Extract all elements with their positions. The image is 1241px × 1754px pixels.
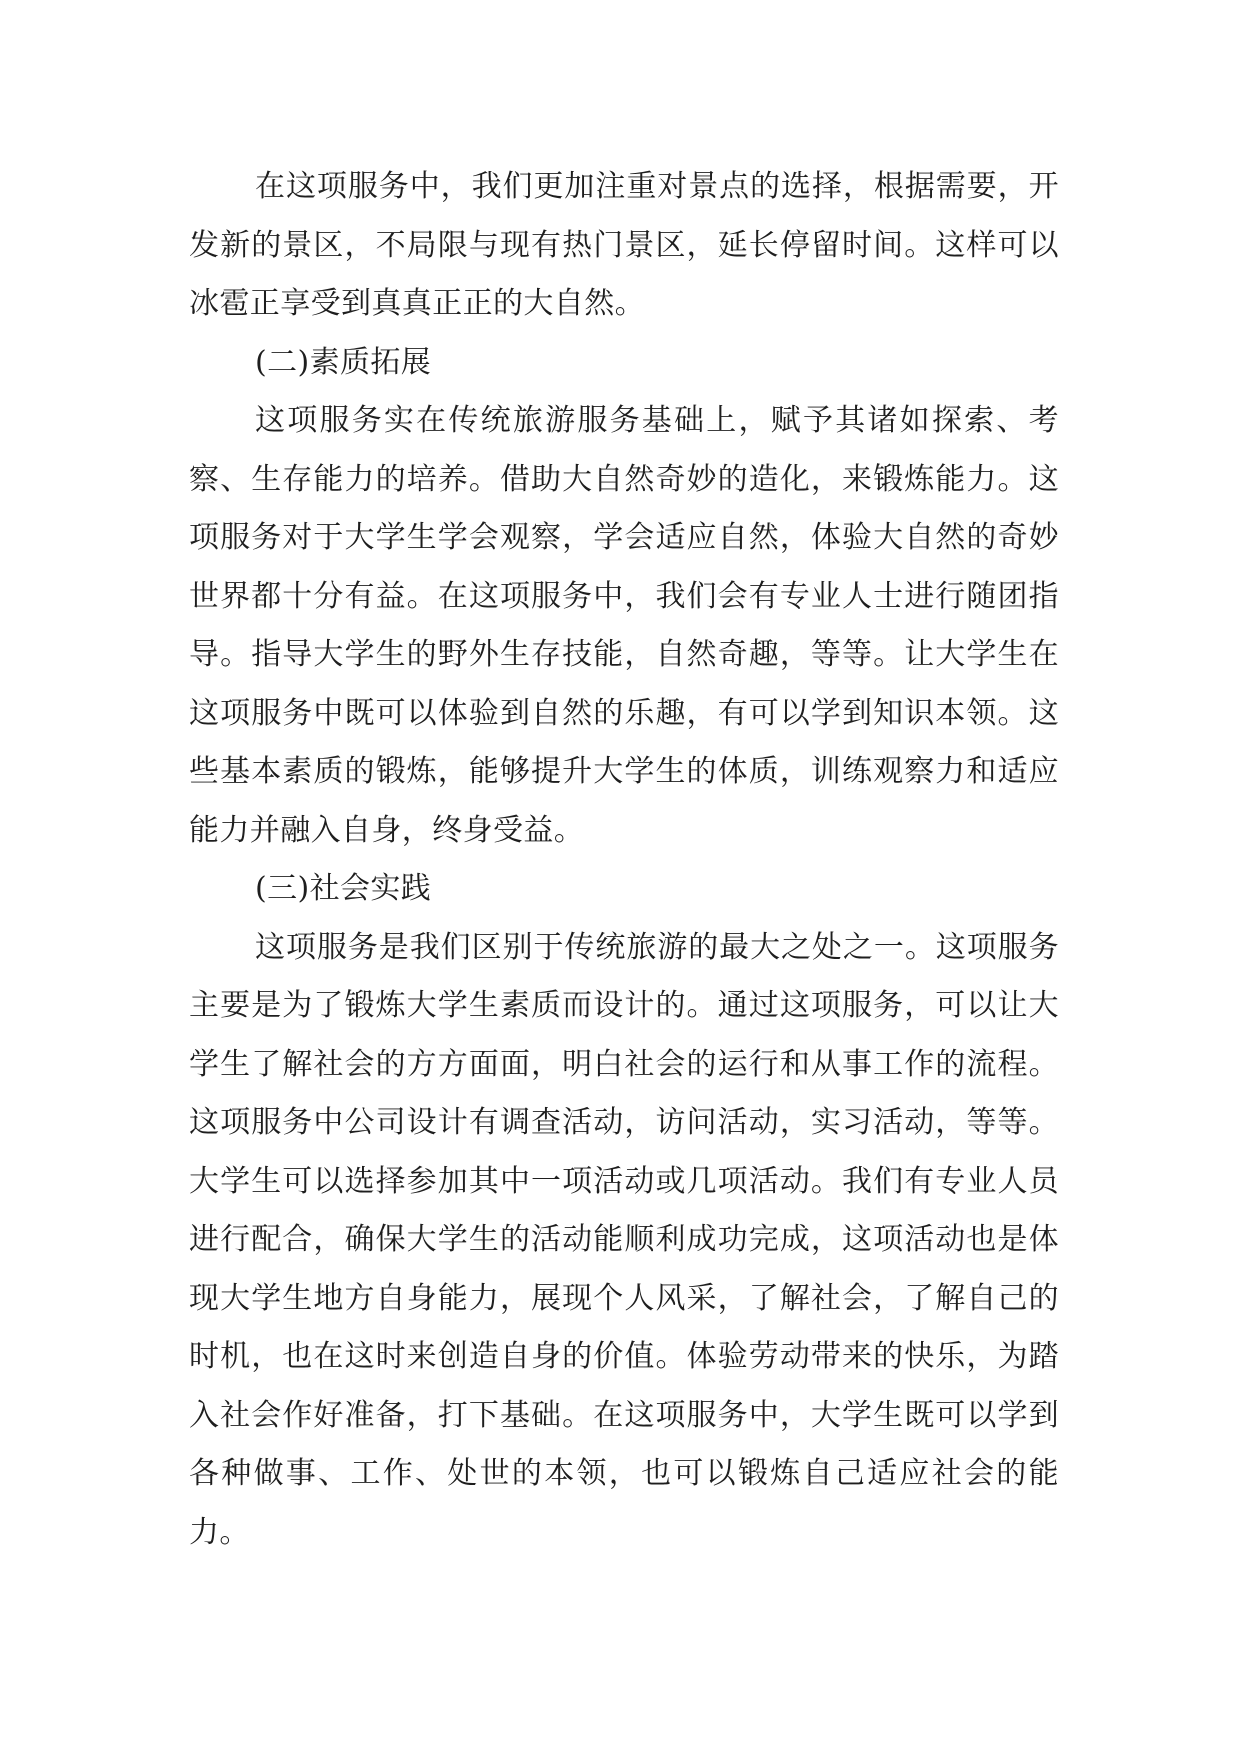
document-body <box>189 158 1059 1562</box>
section-heading-social-practice: (三)社会实践 <box>255 871 432 906</box>
paragraph-scenic-selection: 在这项服务中，我们更加注重对景点的选择，根据需要，开发新的景区，不局限与现有热门景区，延长停留时间。这样可以冰雹正享受到真真正正的大自然。 <box>189 169 1059 321</box>
paragraph-quality-expansion: 这项服务实在传统旅游服务基础上，赋予其诸如探索、考察、生存能力的培养。借助大自然奇妙的造化，来锻炼能力。这项服务对于大学生学会观察，学会适应自然，体验大自然的奇妙世界都十分有益。在这项服务中，我们会有专业人士进行随团指导。指导大学生的野外生存技能，自然奇趣，等等。让大学生在这项服务中既可以体验到自然的乐趣，有可以学到知识本领。这些基本素质的锻炼，能够提升大学生的体质，训练观察力和适应能力并融入自身，终身受益。 <box>189 403 1059 848</box>
section-heading-quality-expansion: (二)素质拓展 <box>255 344 432 380</box>
paragraph-social-practice: 这项服务是我们区别于传统旅游的最大之处之一。这项服务主要是为了锻炼大学生素质而设计的。通过这项服务，可以让大学生了解社会的方方面面，明白社会的运行和从事工作的流程。这项服务中公司设计有调查活动，访问活动，实习活动，等等。大学生可以选择参加其中一项活动或几项活动。我们有专业人员进行配合，确保大学生的活动能顺利成功完成，这项活动也是体现大学生地方自身能力，展现个人风采，了解社会，了解自己的时机，也在这时来创造自身的价值。体验劳动带来的快乐，为踏入社会作好准备，打下基础。在这项服务中，大学生既可以学到各种做事、工作、处世的本领，也可以锻炼自己适应社会的能力。 <box>189 929 1059 1550</box>
